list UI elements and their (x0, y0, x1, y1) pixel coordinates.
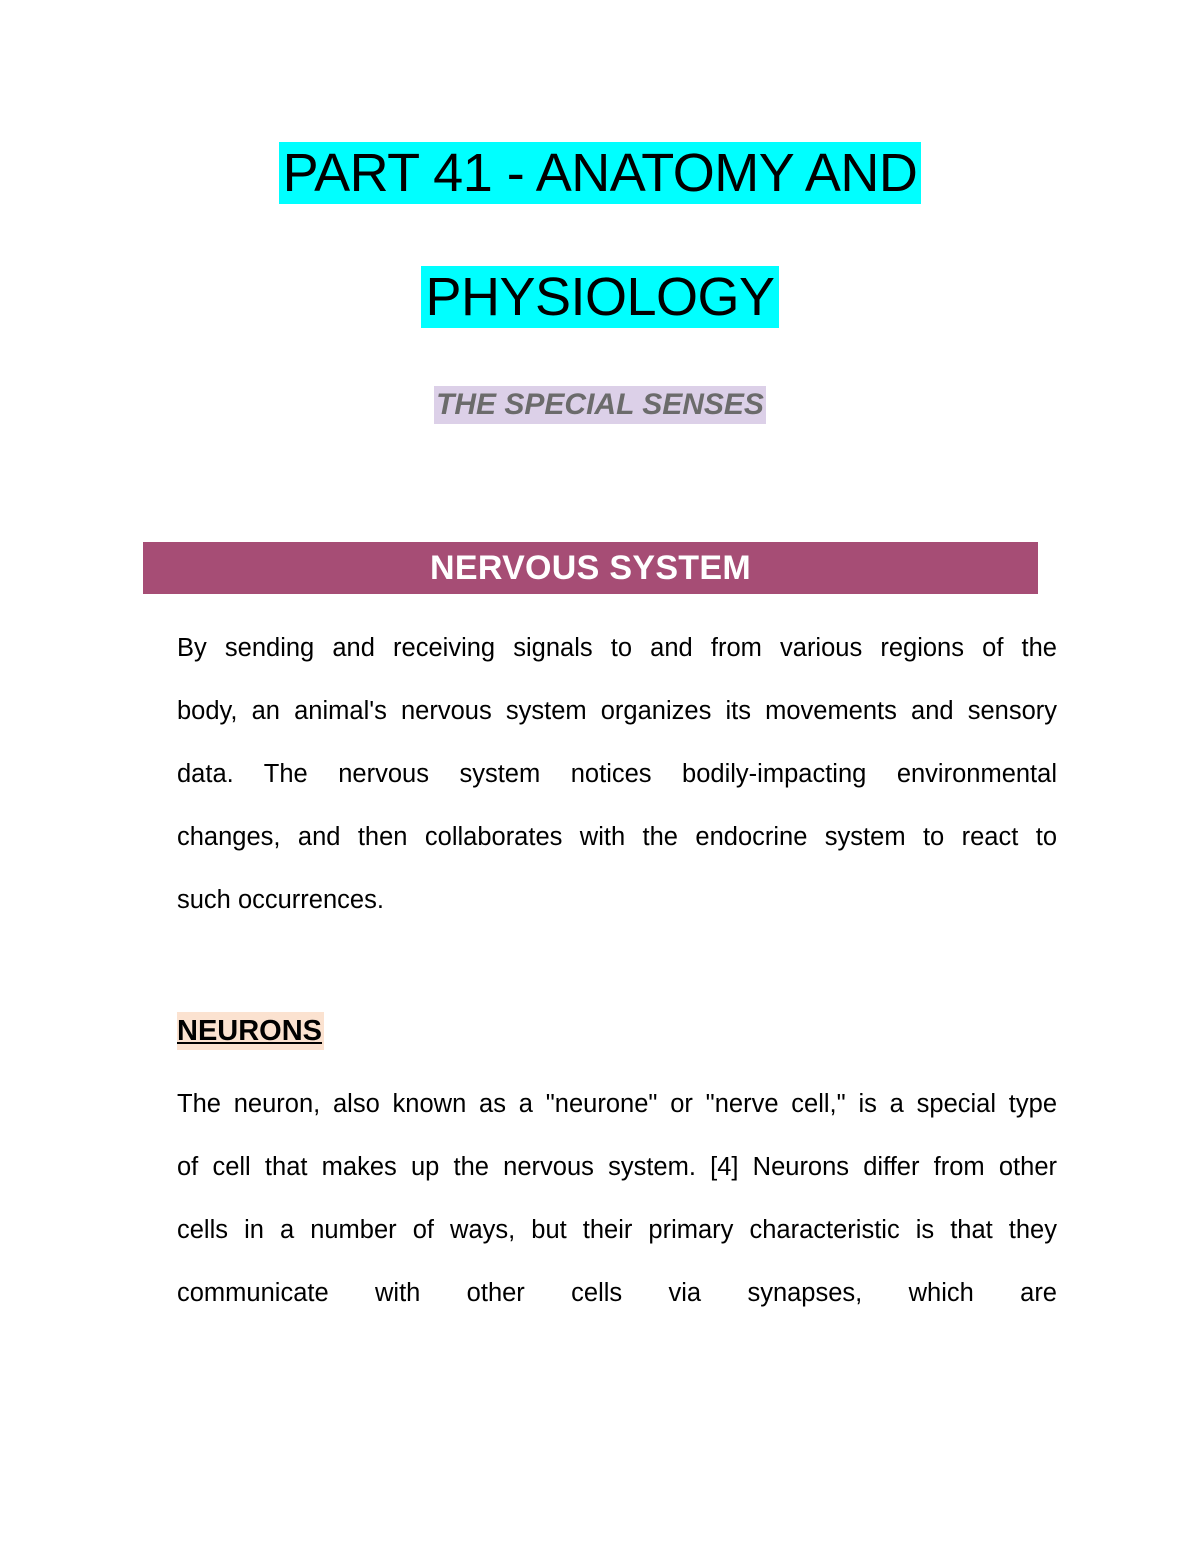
paragraph-line: By sending and receiving signals to and from various regions of the (177, 634, 1057, 662)
title-text-1: PART 41 - ANATOMY AND (279, 142, 922, 204)
subheading (177, 1012, 324, 1050)
section-heading-text: NERVOUS SYSTEM (430, 549, 751, 587)
subtitle-text: THE SPECIAL SENSES (434, 386, 766, 424)
paragraph-neurons (177, 1073, 1057, 1325)
paragraph-line: The neuron, also known as a "neurone" or "nerve cell," is a special type (177, 1090, 1057, 1118)
paragraph-nervous-system (177, 617, 1057, 932)
section-heading-banner (143, 542, 1038, 594)
title-line-2 (0, 266, 1200, 328)
paragraph-line: such occurrences. (177, 886, 384, 914)
paragraph-line: of cell that makes up the nervous system. [4] Neurons differ from other (177, 1153, 1057, 1181)
paragraph-line: communicate with other cells via synapses, which are (177, 1279, 1057, 1307)
paragraph-line: changes, and then collaborates with the endocrine system to react to (177, 823, 1057, 851)
paragraph-line: data. The nervous system notices bodily-impacting environmental (177, 760, 1057, 788)
title-line-1 (0, 142, 1200, 204)
subtitle (0, 386, 1200, 424)
paragraph-line: cells in a number of ways, but their primary characteristic is that they (177, 1216, 1057, 1244)
paragraph-line: body, an animal's nervous system organizes its movements and sensory (177, 697, 1057, 725)
subheading-text: NEURONS (177, 1012, 324, 1050)
title-text-2: PHYSIOLOGY (421, 266, 778, 328)
